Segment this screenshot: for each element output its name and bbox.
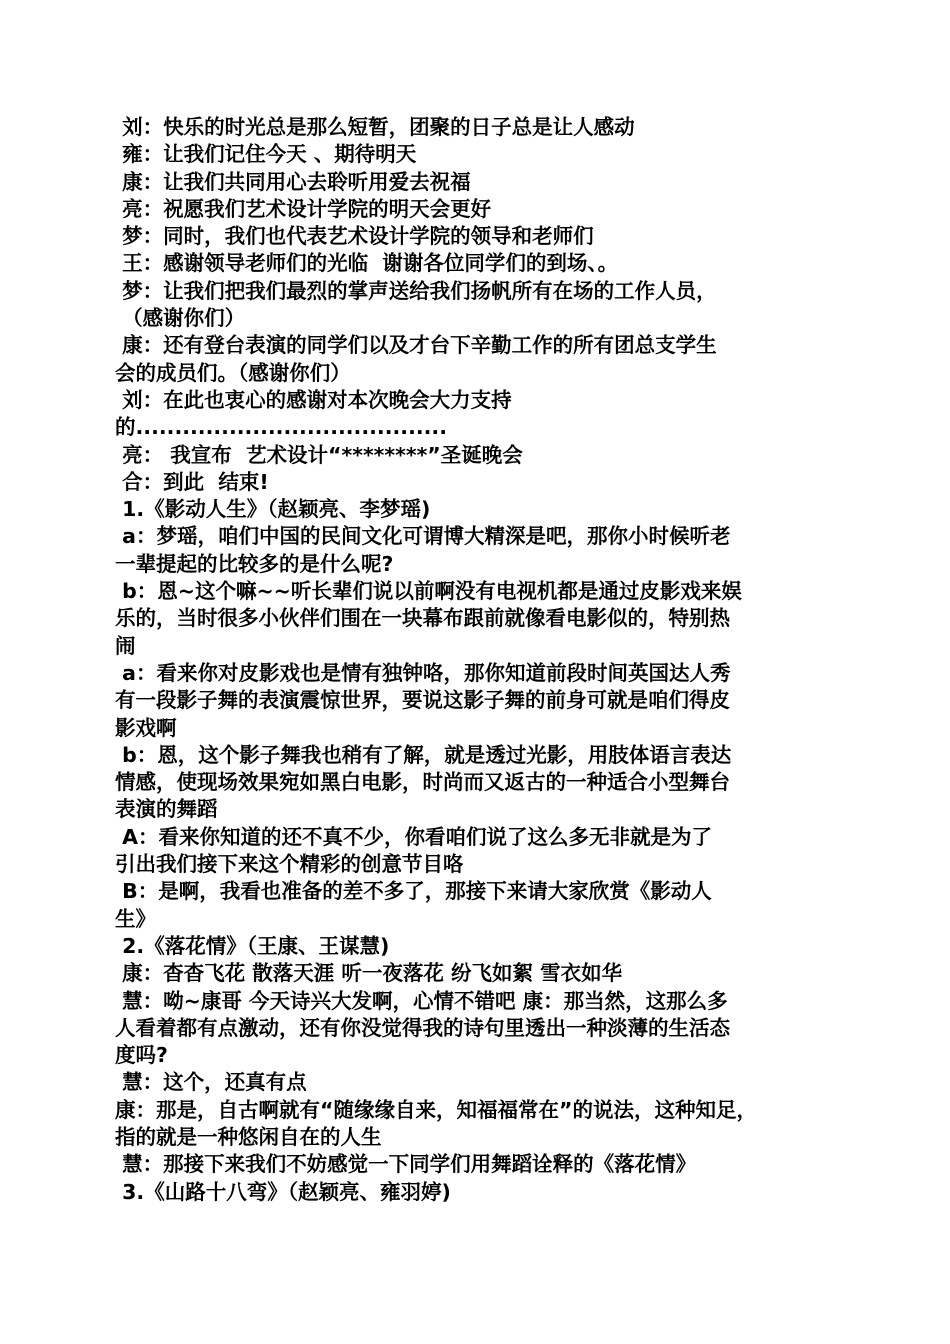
text-line: 亮： 我宣布 艺术设计“********”圣诞晚会: [115, 442, 523, 467]
text-line: 慧：这个，还真有点: [115, 1070, 307, 1095]
text-line: 情感，使现场效果宛如黑白电影，时尚而又返古的一种适合小型舞台: [115, 770, 730, 795]
document-page: [115, 114, 840, 1206]
text-line: 的........................................: [115, 415, 448, 440]
text-line: 梦：同时，我们也代表艺术设计学院的领导和老师们: [115, 224, 594, 249]
text-line: 康：还有登台表演的同学们以及才台下辛勤工作的所有团总支学生: [115, 333, 717, 358]
program-title: 1.《影动人生》（赵颖亮、李梦瑶): [115, 497, 431, 522]
text-line: a：看来你对皮影戏也是情有独钟咯，那你知道前段时间英国达人秀: [115, 660, 731, 685]
text-line: 刘：在此也衷心的感谢对本次晚会大力支持: [115, 387, 512, 412]
text-line: 闹: [115, 633, 136, 658]
text-line: 生》: [115, 906, 156, 931]
text-line: 雍：让我们记住今天 、期待明天: [115, 142, 417, 167]
text-line: （感谢你们）: [115, 306, 246, 331]
text-line: 梦：让我们把我们最烈的掌声送给我们扬帆所有在场的工作人员，: [115, 278, 717, 303]
text-line: 刘：快乐的时光总是那么短暂，团聚的日子总是让人感动: [115, 115, 635, 139]
text-line: a：梦瑶，咱们中国的民间文化可谓博大精深是吧，那你小时候听老: [115, 524, 731, 549]
text-line: b：恩，这个影子舞我也稍有了解，就是透过光影，用肢体语言表达: [115, 742, 732, 767]
text-line: 乐的，当时很多小伙伴们围在一块幕布跟前就像看电影似的，特别热: [115, 606, 730, 631]
text-line: 慧：那接下来我们不妨感觉一下同学们用舞蹈诠释的《落花情》: [115, 1152, 697, 1177]
text-line: 有一段影子舞的表演震惊世界，要说这影子舞的前身可就是咱们得皮: [115, 688, 730, 713]
text-line: 影戏啊: [115, 715, 177, 740]
text-line: 表演的舞蹈: [115, 797, 218, 822]
program-title: 2.《落花情》（王康、王谋慧): [115, 933, 390, 958]
program-title: 3.《山路十八弯》（赵颖亮、雍羽婷): [115, 1179, 451, 1204]
text-line: 一辈提起的比较多的是什么呢?: [115, 551, 394, 576]
text-line: 度吗?: [115, 1043, 168, 1068]
text-line: b：恩~这个嘛~~听长辈们说以前啊没有电视机都是通过皮影戏来娱: [115, 579, 742, 604]
text-line: 亮：祝愿我们艺术设计学院的明天会更好: [115, 196, 492, 221]
text-line: 引出我们接下来这个精彩的创意节目咯: [115, 852, 464, 877]
text-line: 康：那是，自古啊就有“随缘缘自来，知福福常在”的说法，这种知足，: [115, 1097, 757, 1122]
text-line: 会的成员们。（感谢你们）: [115, 360, 351, 385]
text-line: 王：感谢领导老师们的光临 谢谢各位同学们的到场、。: [115, 251, 619, 276]
text-line: 康：杳杳飞花 散落天涯 听一夜落花 纷飞如絮 雪衣如华: [115, 961, 623, 986]
text-line: 人看着都有点激动，还有你没觉得我的诗句里透出一种淡薄的生活态: [115, 1015, 730, 1040]
text-line: 康：让我们共同用心去聆听用爱去祝福: [115, 169, 471, 194]
text-line: 合：到此 结束!: [115, 469, 269, 494]
text-line: 慧：呦~康哥 今天诗兴大发啊，心情不错吧 康：那当然，这那么多: [115, 988, 728, 1013]
text-line: 指的就是一种悠闲自在的人生: [115, 1124, 382, 1149]
text-line: A：看来你知道的还不真不少，你看咱们说了这么多无非就是为了: [115, 824, 713, 849]
text-line: B：是啊，我看也准备的差不多了，那接下来请大家欣赏《影动人: [115, 879, 712, 904]
